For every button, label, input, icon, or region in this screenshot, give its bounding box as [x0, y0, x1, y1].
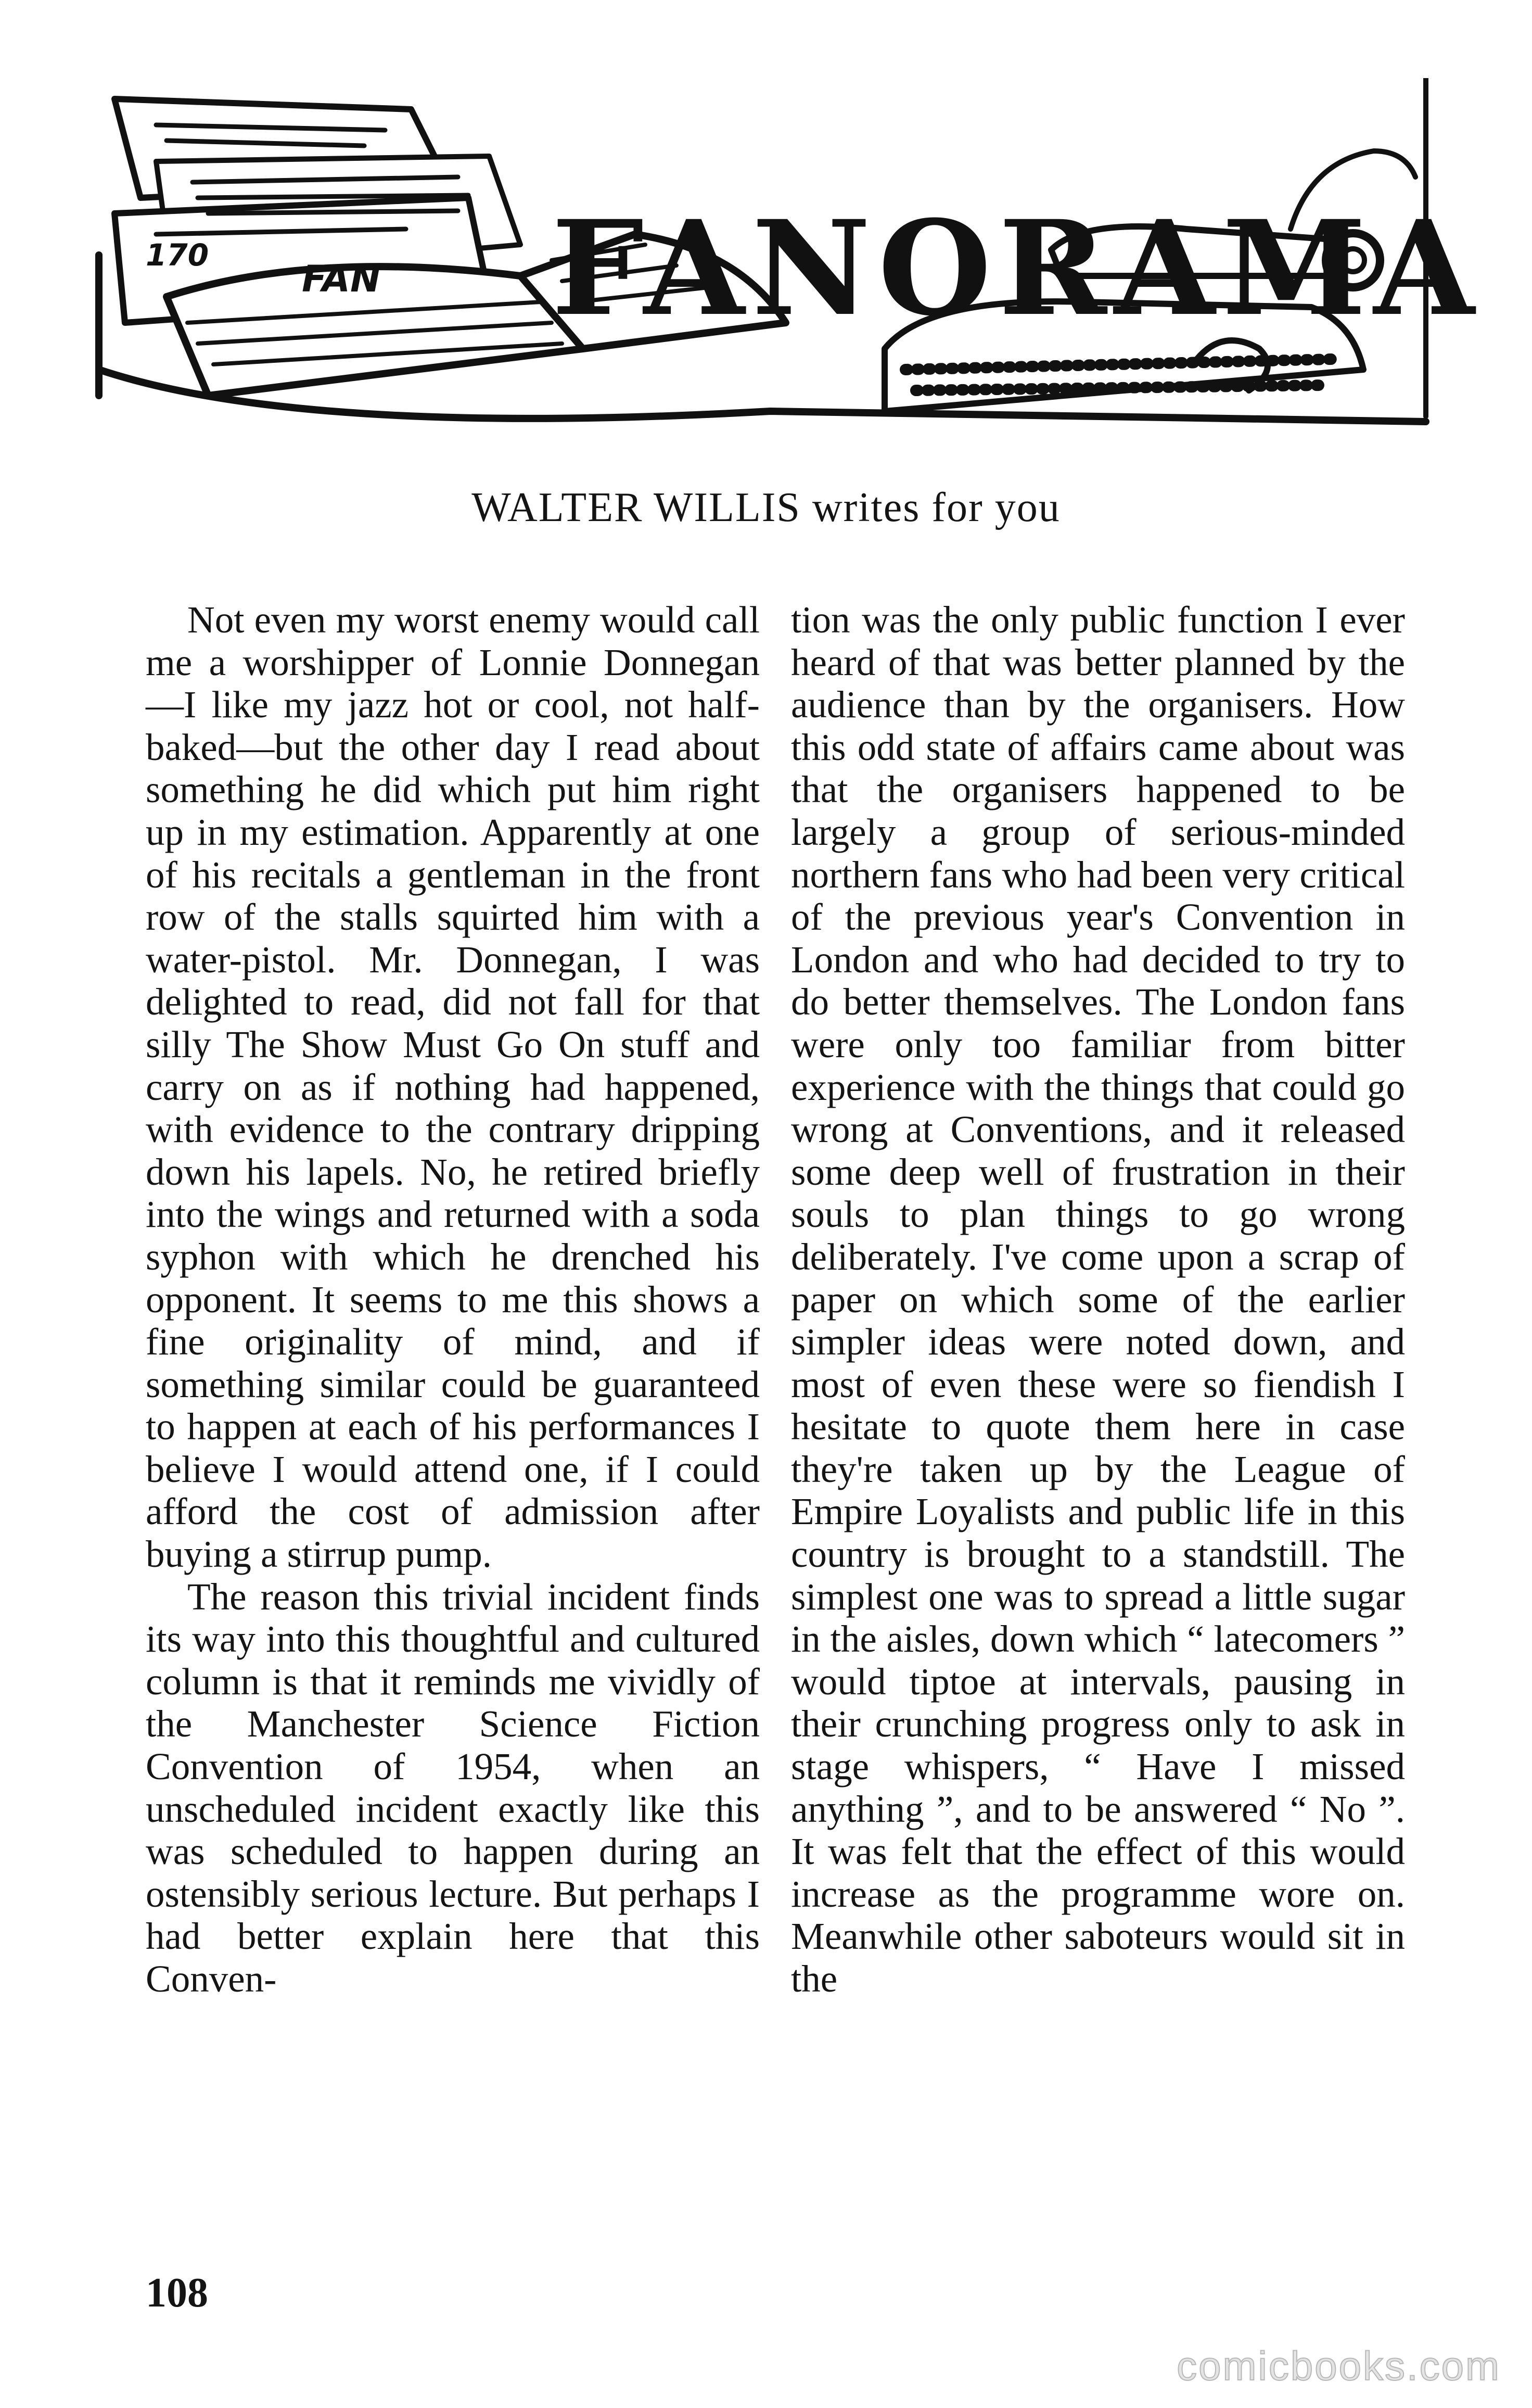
- watermark: comicbooks.com: [1177, 2343, 1501, 2389]
- page-number: 108: [146, 2270, 208, 2316]
- article-column-right: [791, 599, 1405, 2000]
- article-column-left: [146, 599, 760, 2000]
- paragraph: Not even my worst enemy would call me a worshipper of Lonnie Donnegan—I like my jazz hot or cool, not half-baked—but the other day I read about something he did which put him right up in my estimation. Apparently at one of his recitals a gentleman in the front row of the stalls squirted him with a water-pistol. Mr. Donnegan, I was delighted to read, did not fall for that silly The Show Must Go On stuff and carry on as if nothing had happened, with evidence to the contrary dripping down his lapels. No, he retired briefly into the wings and returned with a soda syphon with which he drenched his opponent. It seems to me this shows a fine originality of mind, and if something similar could be guaranteed to happen at each of his performances I believe I would attend one, if I could afford the cost of admission after buying a stirrup pump.: [146, 599, 760, 1576]
- paragraph: The reason this trivial incident finds its way into this thoughtful and cultured column is that it reminds me vividly of the Manchester Science Fiction Convention of 1954, when an unscheduled incident exactly like this was scheduled to happen during an ostensibly serious lecture. But perhaps I had better explain here that this Conven-: [146, 1575, 760, 2000]
- masthead-illustration: [94, 78, 1482, 442]
- paragraph: tion was the only public function I ever heard of that was better planned by the audience than by the organisers. How this odd state of affairs came about was that the organisers happened to be largely a group of serious-minded northern fans who had been very critical of the previous year's Convention in London and who had decided to try to do better themselves. The London fans were only too familiar from bitter experience with the things that could go wrong at Conventions, and it released some deep well of frustration in their souls to plan things to go wrong deliberately. I've come upon a scrap of paper on which some of the earlier simpler ideas were noted down, and most of even these were so fiendish I hesitate to quote them here in case they're taken up by the League of Empire Loyalists and public life in this country is brought to a standstill. The simplest one was to spread a little sugar in the aisles, down which “ latecomers ” would tiptoe at intervals, pausing in their crunching progress only to ask in stage whispers, “ Have I missed anything ”, and to be answered “ No ”. It was felt that the effect of this would increase as the programme wore on. Meanwhile other saboteurs would sit in the: [791, 599, 1405, 2000]
- masthead-title: FANORAMA: [552, 192, 1482, 345]
- byline: WALTER WILLIS writes for you: [471, 485, 1061, 530]
- illustration-label: FAN: [302, 258, 381, 300]
- illustration-number: 170: [146, 237, 209, 273]
